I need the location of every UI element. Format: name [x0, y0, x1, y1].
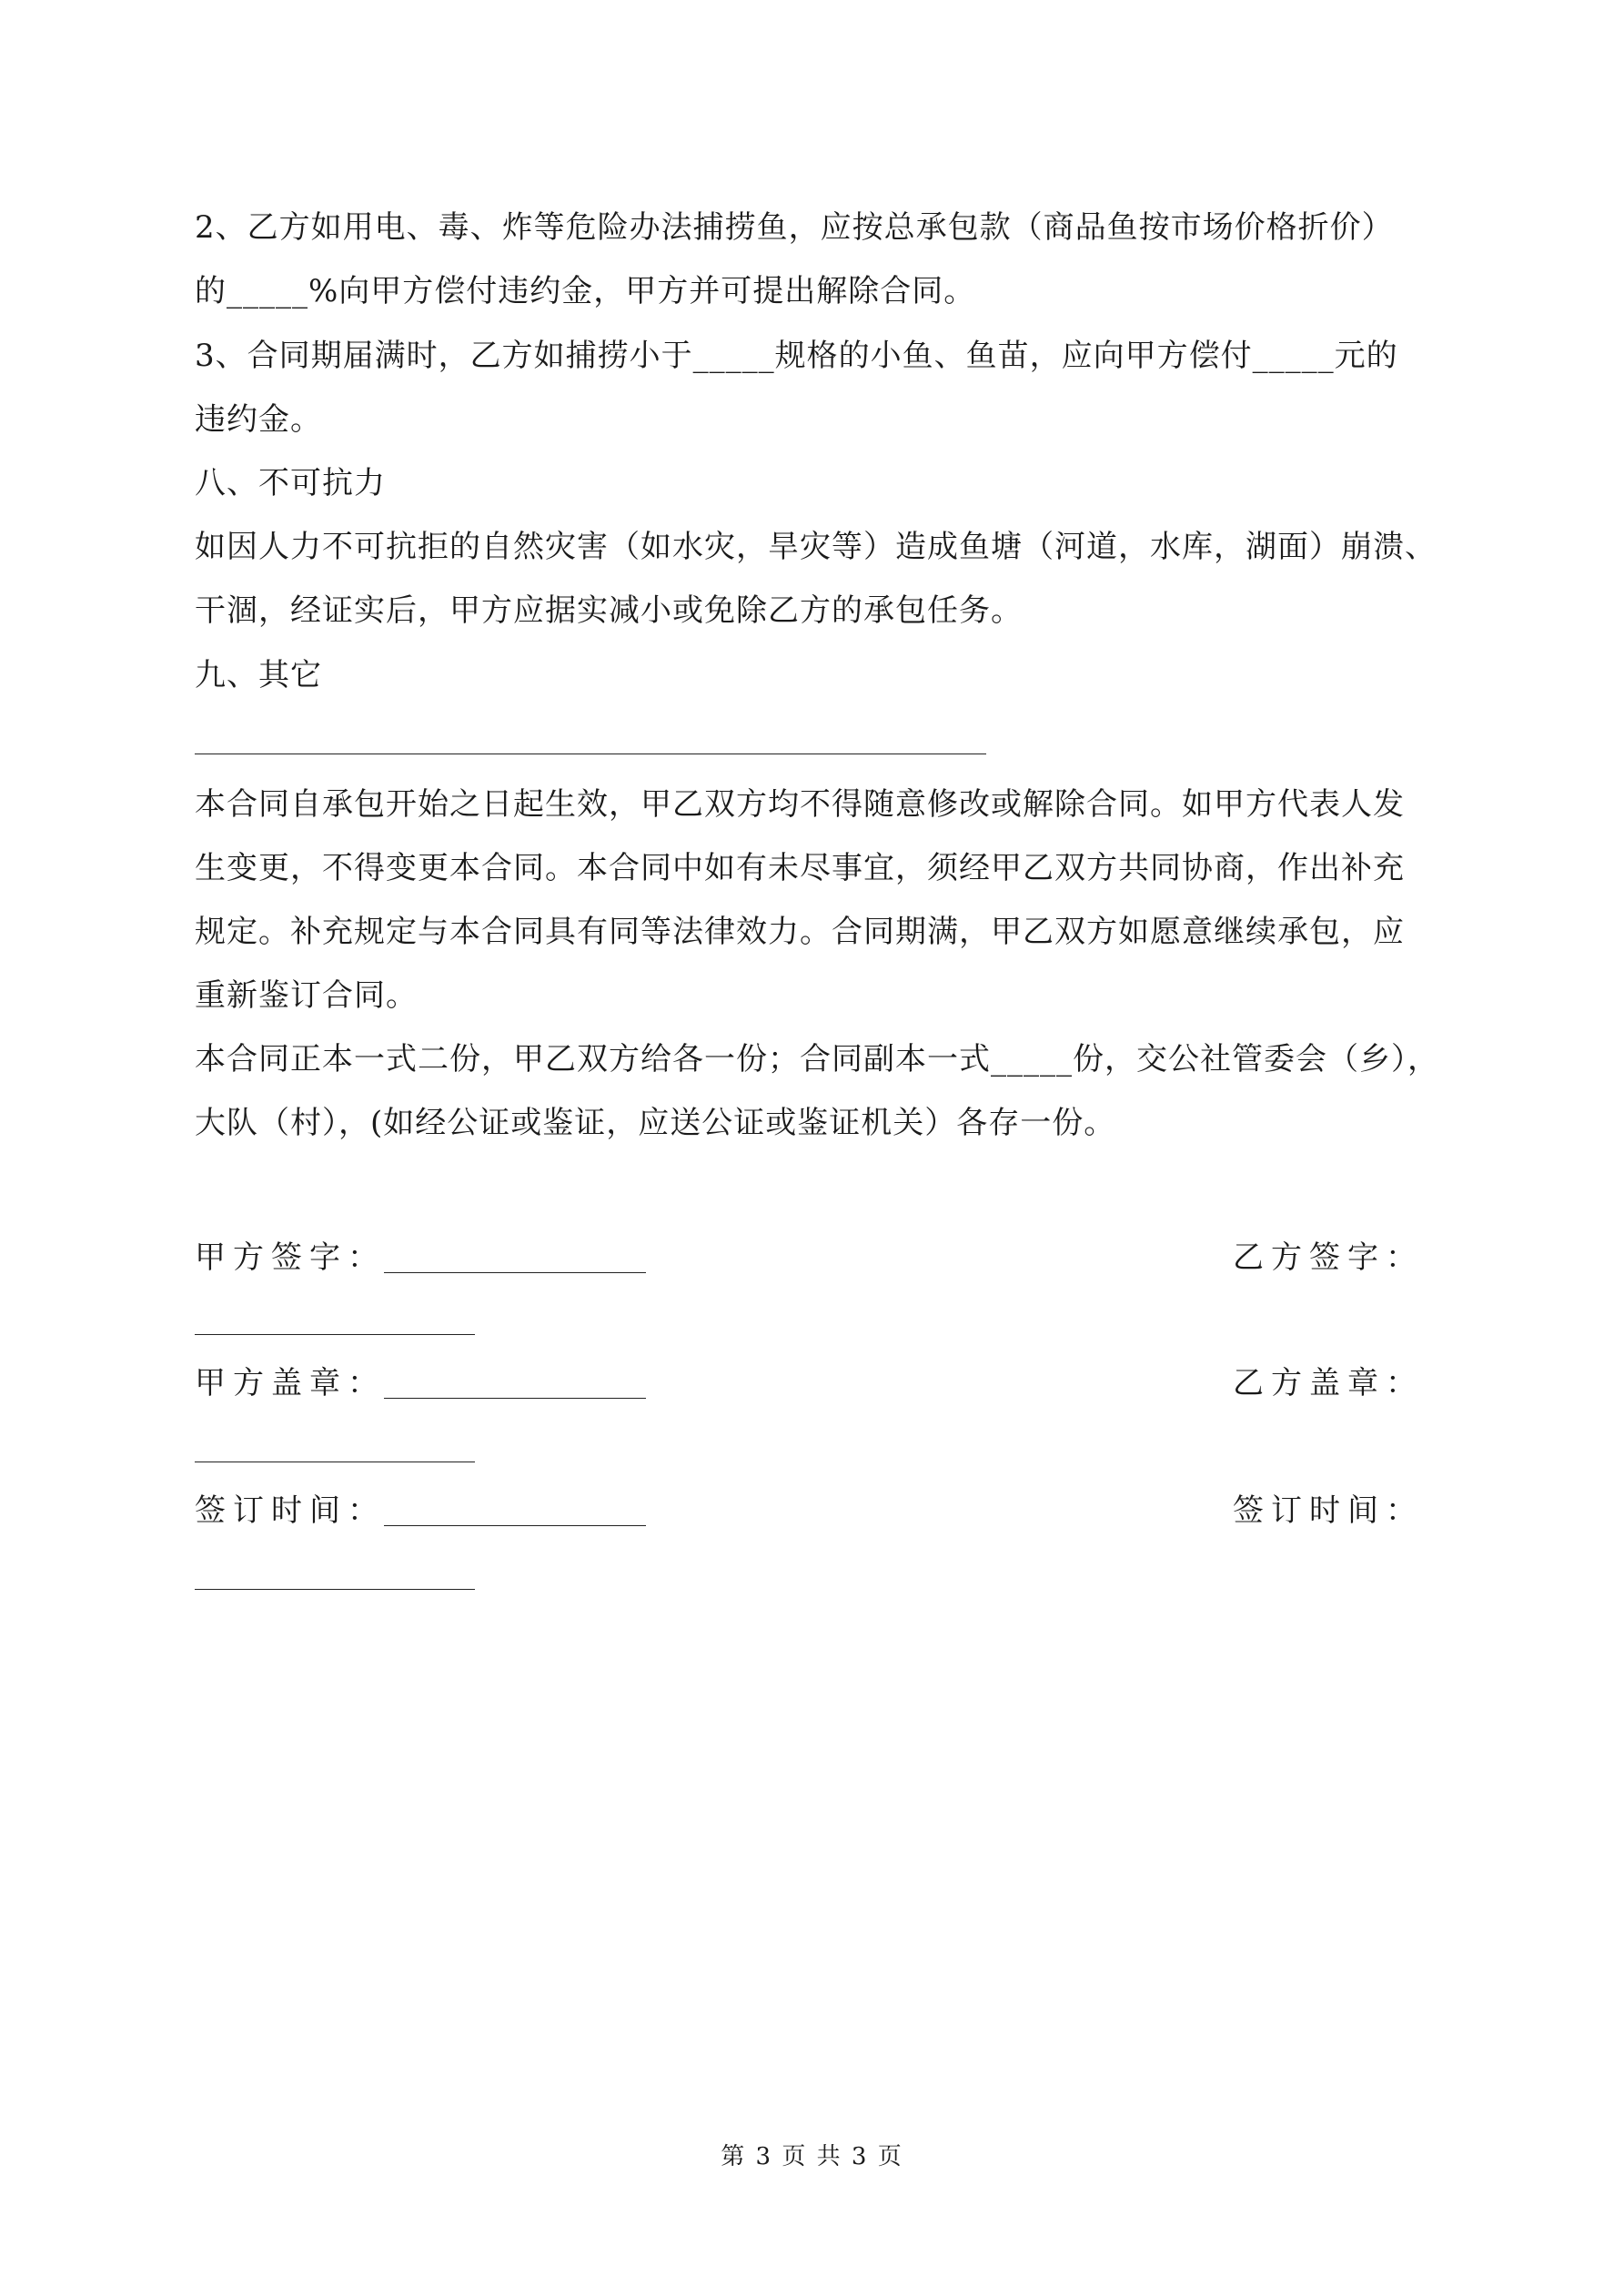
party-a-seal-line — [384, 1398, 646, 1399]
effect-line-4: 重新鉴订合同。 — [195, 977, 418, 1014]
clause-2-line-2: 的_____%向甲方偿付违约金，甲方并可提出解除合同。 — [195, 273, 976, 309]
effect-line-2: 生变更，不得变更本合同。本合同中如有未尽事宜，须经甲乙双方共同协商，作出补充 — [195, 850, 1405, 886]
clause-3-line-2: 违约金。 — [195, 401, 322, 438]
party-a-signature-label: 甲方签字： — [195, 1239, 386, 1276]
section-9-heading: 九、其它 — [195, 657, 322, 693]
section-8-line-1: 如因人力不可抗拒的自然灾害（如水灾，旱灾等）造成鱼塘（河道，水库，湖面）崩溃、 — [195, 529, 1437, 565]
page-number-footer: 第 3 页 共 3 页 — [721, 2143, 903, 2170]
party-a-signature-line — [384, 1272, 646, 1273]
party-b-signature-line — [195, 1334, 475, 1335]
party-b-seal-label: 乙方盖章： — [1233, 1365, 1424, 1401]
party-a-date-label: 签订时间： — [195, 1492, 386, 1529]
party-b-date-line — [195, 1589, 475, 1590]
party-b-signature-label: 乙方签字： — [1233, 1239, 1424, 1276]
effect-line-3: 规定。补充规定与本合同具有同等法律效力。合同期满，甲乙双方如愿意继续承包，应 — [195, 914, 1405, 950]
effect-line-1: 本合同自承包开始之日起生效，甲乙双方均不得随意修改或解除合同。如甲方代表人发 — [195, 786, 1405, 823]
section-8-heading: 八、不可抗力 — [195, 465, 386, 501]
section-8-line-2: 干涸，经证实后，甲方应据实减小或免除乙方的承包任务。 — [195, 592, 1023, 629]
clause-2-line-1: 2、乙方如用电、毒、炸等危险办法捕捞鱼，应按总承包款（商品鱼按市场价格折价） — [195, 209, 1394, 246]
copies-line-1: 本合同正本一式二份，甲乙双方给各一份；合同副本一式_____份，交公社管委会（乡）， — [195, 1041, 1439, 1077]
copies-line-2: 大队（村），(如经公证或鉴证，应送公证或鉴证机关）各存一份。 — [195, 1105, 1116, 1141]
party-a-date-line — [384, 1525, 646, 1526]
clause-3-line-1: 3、合同期届满时，乙方如捕捞小于_____规格的小鱼、鱼苗，应向甲方偿付_____元的 — [195, 338, 1398, 374]
party-a-seal-label: 甲方盖章： — [195, 1365, 386, 1401]
party-b-date-label: 签订时间： — [1233, 1492, 1424, 1529]
